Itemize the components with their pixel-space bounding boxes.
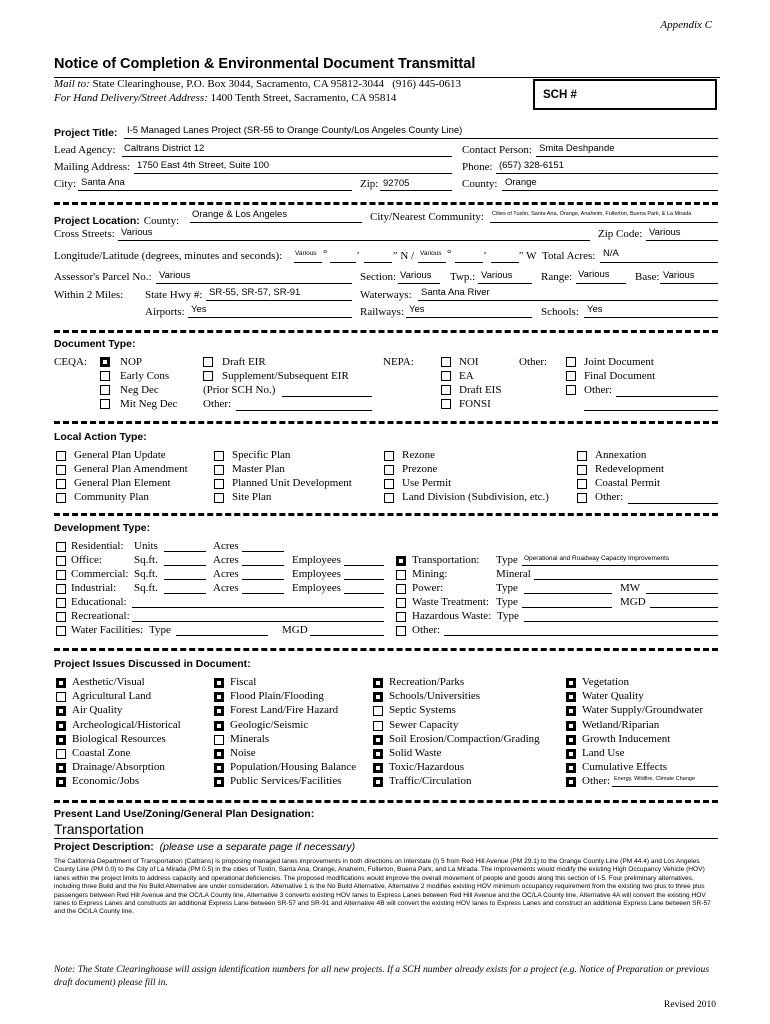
local-action-checkbox[interactable]: [384, 493, 394, 503]
parcel-label: Assessor's Parcel No.:: [54, 271, 152, 283]
issue-checkbox[interactable]: [214, 735, 224, 745]
degree-symbol: °: [323, 248, 328, 260]
issue-label: Noise: [230, 747, 256, 759]
total-acres-field[interactable]: N/A: [603, 248, 619, 259]
issue-checkbox[interactable]: [56, 692, 66, 702]
local-action-label: General Plan Element: [74, 477, 171, 489]
mining-label: Mining:: [412, 568, 448, 580]
phone-field[interactable]: (657) 328-6151: [499, 160, 564, 171]
issue-label: Growth Inducement: [582, 732, 671, 745]
water-facilities-label: Water Facilities:: [71, 624, 144, 636]
transportation-label: Transportation:: [412, 554, 480, 566]
divider: [54, 421, 718, 424]
project-description-field[interactable]: The California Department of Transportation (Caltrans) is proposing managed lanes improvements in both directions on Interstate (I) 5 from Red Hill Avenue (PM 29.1) to the Orange County Line (PM 44.4) and Los Angeles County Line (PM 0.0) to the City of La Mirada (PM 0.5) in the cities of Tustin, Santa Ana, Orange, Anaheim, Fullerton, Buena Park, and La Mirada. The improvements would modify the existing High Occupancy Vehicle (HOV) lanes within the project limits to address capacity and operational deficiencies. The proposed modifications would improve the overall movement of people and goods along this section of I-5. Four preliminary alternatives, including three Build and the No Build Alternative are under consideration. Alternative 1 is the No Build Alternative, Alternative 2 modifies existing HOV minimum occupancy requirement from the existing two plus to three plus passengers between Red Hill Avenue and the OC/LA County line, Alternative 3 converts existing HOV lanes to Express Lanes between Red Hill Avenue and the OC/LA County line, Alternative 4A will convert the existing HOV lanes to Express Lanes and constructs an additional Express Lane between SR-57 and SR-91 and Alternative 4B will convert the existing HOV lanes to Express Lanes and construct an additional Express Lane between SR-57 and the OC/LA County line.: [54, 858, 711, 916]
longitude-degrees-field[interactable]: Various: [295, 250, 317, 257]
office-label: Office:: [71, 554, 102, 566]
hazardous-waste-checkbox[interactable]: [396, 612, 406, 622]
appendix-label: Appendix C: [660, 19, 712, 31]
local-action-checkbox[interactable]: [56, 493, 66, 503]
cross-streets-label: Cross Streets:: [54, 228, 115, 240]
water-facilities-checkbox[interactable]: [56, 626, 66, 636]
divider: [54, 648, 718, 651]
mailing-address-field[interactable]: 1750 East 4th Street, Suite 100: [137, 160, 270, 171]
degree-symbol: °: [447, 248, 452, 260]
local-action-label: Site Plan: [232, 491, 272, 503]
hand-delivery-line: For Hand Delivery/Street Address: 1400 Tenth Street, Sacramento, CA 95814: [54, 92, 397, 104]
airports-label: Airports:: [145, 306, 185, 318]
county-field[interactable]: Orange: [505, 177, 537, 188]
local-action-label: General Plan Update: [74, 449, 166, 461]
divider: [54, 800, 718, 803]
local-action-label: Use Permit: [402, 477, 452, 489]
issue-checkbox[interactable]: [566, 706, 576, 716]
office-employees-label: Employees: [292, 554, 341, 566]
issue-checkbox[interactable]: [566, 692, 576, 702]
ceqa-label: CEQA:: [54, 356, 87, 368]
local-action-checkbox[interactable]: [384, 451, 394, 461]
sch-label: SCH #: [543, 89, 577, 101]
mit-neg-dec-label: Mit Neg Dec: [120, 398, 178, 410]
parcel-field[interactable]: Various: [159, 270, 191, 281]
issue-label: Soil Erosion/Compaction/Grading: [389, 732, 540, 745]
issue-checkbox[interactable]: [214, 749, 224, 759]
issue-label: Geologic/Seismic: [230, 718, 309, 731]
residential-checkbox[interactable]: [56, 542, 66, 552]
commercial-employees-label: Employees: [292, 568, 341, 580]
issue-checkbox[interactable]: [373, 749, 383, 759]
base-label: Base:: [635, 271, 660, 283]
power-type-label: Type: [496, 582, 518, 594]
ea-label: EA: [459, 370, 474, 382]
transportation-type-field[interactable]: Operational and Roadway Capacity Improvements: [524, 555, 670, 562]
issue-label: Public Services/Facilities: [230, 775, 342, 788]
issue-label: Biological Resources: [72, 732, 166, 745]
water-mgd-label: MGD: [282, 624, 308, 636]
supplement-eir-label: Supplement/Subsequent EIR: [222, 370, 349, 382]
nop-label: NOP: [120, 356, 143, 368]
township-field[interactable]: Various: [481, 270, 513, 281]
joint-document-label: Joint Document: [584, 356, 654, 368]
other-document-label: Other:: [584, 384, 613, 396]
state-hwy-field[interactable]: SR-55, SR-57, SR-91: [209, 287, 301, 298]
fonsi-label: FONSI: [459, 398, 491, 410]
dev-other-label: Other:: [412, 624, 441, 636]
waterways-field[interactable]: Santa Ana River: [421, 287, 490, 298]
industrial-sqft-label: Sq.ft.: [134, 582, 158, 594]
prior-sch-label: (Prior SCH No.): [203, 384, 276, 396]
issue-label: Aesthetic/Visual: [72, 676, 145, 688]
project-title-field[interactable]: I-5 Managed Lanes Project (SR-55 to Orange County/Los Angeles County Line): [127, 125, 463, 136]
issue-checkbox[interactable]: [56, 735, 66, 745]
schools-label: Schools:: [541, 306, 579, 318]
issue-checkbox[interactable]: [56, 749, 66, 759]
section-field[interactable]: Various: [400, 270, 432, 281]
issue-label: Fiscal: [230, 676, 257, 688]
present-land-use-rule: [54, 838, 718, 839]
local-action-checkbox[interactable]: [577, 493, 587, 503]
local-action-checkbox[interactable]: [384, 465, 394, 475]
zip-label: Zip:: [360, 178, 379, 190]
airports-field[interactable]: Yes: [191, 304, 207, 315]
local-action-label: Coastal Permit: [595, 477, 661, 489]
mining-checkbox[interactable]: [396, 570, 406, 580]
issue-label: Minerals: [230, 732, 270, 745]
issue-label: Wetland/Riparian: [582, 718, 660, 731]
office-checkbox[interactable]: [56, 556, 66, 566]
issue-label: Traffic/Circulation: [389, 775, 472, 788]
office-acres-label: Acres: [213, 554, 239, 566]
issue-checkbox[interactable]: [566, 777, 576, 787]
residential-acres-label: Acres: [213, 540, 239, 552]
project-location-row: Project Location: County:: [54, 215, 180, 227]
power-label: Power:: [412, 582, 444, 594]
mail-to-line: Mail to: State Clearinghouse, P.O. Box 3044, Sacramento, CA 95812-3044 (916) 445-0613: [54, 78, 461, 90]
issue-checkbox[interactable]: [566, 763, 576, 773]
transportation-checkbox[interactable]: [396, 556, 406, 566]
section-label: Section:: [360, 271, 397, 283]
educational-label: Educational:: [71, 596, 127, 608]
contact-person-label: Contact Person:: [462, 144, 532, 156]
issue-checkbox[interactable]: [214, 678, 224, 688]
industrial-checkbox[interactable]: [56, 584, 66, 594]
educational-checkbox[interactable]: [56, 598, 66, 608]
issue-label: Toxic/Hazardous: [389, 761, 464, 774]
issue-label: Air Quality: [72, 704, 123, 717]
local-action-label: Master Plan: [232, 463, 285, 475]
issue-checkbox[interactable]: [214, 706, 224, 716]
phone-label: Phone:: [462, 161, 493, 173]
draft-eir-checkbox[interactable]: [203, 357, 213, 367]
local-action-checkbox[interactable]: [214, 493, 224, 503]
industrial-label: Industrial:: [71, 582, 117, 594]
lonlat-label: Longitude/Latitude (degrees, minutes and seconds):: [54, 250, 283, 262]
project-title-label: Project Title:: [54, 127, 118, 139]
development-type-heading: Development Type:: [54, 522, 151, 534]
issue-label: Agricultural Land: [72, 690, 152, 703]
ea-checkbox[interactable]: [441, 371, 451, 381]
present-land-use-field[interactable]: Transportation: [54, 821, 144, 837]
issue-label: Vegetation: [582, 676, 630, 688]
final-document-label: Final Document: [584, 370, 656, 382]
mit-neg-dec-checkbox[interactable]: [100, 399, 110, 409]
issues-other-field[interactable]: Energy, Wildfire, Climate Change: [614, 776, 695, 782]
issue-label: Land Use: [582, 747, 625, 759]
nepa-label: NEPA:: [383, 356, 414, 368]
base-field[interactable]: Various: [663, 270, 695, 281]
local-action-label: Rezone: [402, 449, 435, 461]
document-type-heading: Document Type:: [54, 338, 136, 350]
local-action-label: Other:: [595, 491, 624, 503]
issue-label: Septic Systems: [389, 704, 456, 717]
city-label: City:: [54, 178, 77, 190]
residential-label: Residential:: [71, 540, 124, 552]
zip-code-label: Zip Code:: [598, 228, 643, 240]
minute-symbol: ′: [357, 250, 360, 262]
issue-label: Archeological/Historical: [72, 718, 181, 731]
range-field[interactable]: Various: [578, 269, 610, 280]
seconds-north: ″ N /: [393, 250, 415, 262]
local-action-other-line: [628, 503, 718, 504]
issue-label: Water Quality: [582, 690, 644, 703]
local-action-label: General Plan Amendment: [74, 463, 188, 475]
power-mw-label: MW: [620, 582, 641, 594]
seconds-west: ″ W: [519, 250, 537, 262]
issue-label: Other:: [582, 775, 611, 788]
nearest-community-label: City/Nearest Community:: [370, 211, 484, 223]
lead-agency-label: Lead Agency:: [54, 144, 116, 156]
city-field[interactable]: Santa Ana: [81, 177, 125, 188]
local-action-heading: Local Action Type:: [54, 431, 147, 443]
location-county-field[interactable]: Orange & Los Angeles: [192, 209, 288, 220]
issue-checkbox[interactable]: [373, 678, 383, 688]
neg-dec-checkbox[interactable]: [100, 385, 110, 395]
divider: [54, 513, 718, 516]
other-doc-label: Other:: [519, 356, 548, 368]
issue-checkbox[interactable]: [373, 763, 383, 773]
local-action-label: Redevelopment: [595, 463, 665, 475]
issue-checkbox[interactable]: [56, 706, 66, 716]
waterways-label: Waterways:: [360, 289, 412, 301]
mineral-label: Mineral: [496, 568, 531, 580]
within-2-miles-label: Within 2 Miles:: [54, 289, 124, 301]
issue-label: Water Supply/Groundwater: [582, 704, 703, 717]
township-label: Twp.:: [450, 271, 476, 283]
noi-label: NOI: [459, 356, 479, 368]
zip-field[interactable]: 92705: [383, 178, 410, 189]
issue-label: Flood Plain/Flooding: [230, 690, 324, 703]
supplement-eir-checkbox[interactable]: [203, 371, 213, 381]
local-action-label: Land Division (Subdivision, etc.): [402, 491, 549, 503]
hazardous-type-label: Type: [497, 610, 519, 622]
early-cons-checkbox[interactable]: [100, 371, 110, 381]
lead-agency-field[interactable]: Caltrans District 12: [124, 143, 205, 154]
clearinghouse-note: Note: The State Clearinghouse will assign identification numbers for all new projects. If a SCH number already exists for a project (e.g. Notice of Preparation or previous draft document) please fill in.: [54, 964, 710, 988]
county-label: County:: [462, 178, 498, 190]
industrial-acres-label: Acres: [213, 582, 239, 594]
local-action-checkbox[interactable]: [577, 465, 587, 475]
issue-label: Drainage/Absorption: [72, 761, 165, 774]
issue-label: Schools/Universities: [389, 690, 481, 703]
issue-label: Solid Waste: [389, 747, 442, 759]
issue-checkbox[interactable]: [566, 749, 576, 759]
draft-eis-label: Draft EIS: [459, 384, 502, 396]
issue-label: Coastal Zone: [72, 747, 131, 759]
commercial-checkbox[interactable]: [56, 570, 66, 580]
local-action-checkbox[interactable]: [214, 465, 224, 475]
other-document-checkbox[interactable]: [566, 385, 576, 395]
issue-checkbox[interactable]: [373, 777, 383, 787]
revised-date: Revised 2010: [664, 1000, 716, 1010]
local-action-label: Annexation: [595, 449, 647, 461]
waste-mgd-label: MGD: [620, 596, 646, 608]
minute-symbol: ′: [484, 250, 487, 262]
issue-checkbox[interactable]: [56, 763, 66, 773]
railways-field[interactable]: Yes: [409, 304, 425, 315]
joint-document-checkbox[interactable]: [566, 357, 576, 367]
issue-checkbox[interactable]: [214, 692, 224, 702]
early-cons-label: Early Cons: [120, 370, 170, 382]
dev-other-checkbox[interactable]: [396, 626, 406, 636]
neg-dec-label: Neg Dec: [120, 384, 159, 396]
local-action-label: Community Plan: [74, 491, 149, 503]
railways-label: Railways:: [360, 306, 404, 318]
issue-label: Sewer Capacity: [389, 718, 459, 731]
total-acres-label: Total Acres:: [542, 250, 596, 262]
ceqa-other-label: Other:: [203, 398, 232, 410]
latitude-degrees-field[interactable]: Various: [420, 250, 442, 257]
local-action-checkbox[interactable]: [577, 451, 587, 461]
issue-checkbox[interactable]: [373, 692, 383, 702]
divider: [54, 330, 718, 333]
form-title: Notice of Completion & Environmental Document Transmittal: [54, 56, 476, 72]
range-label: Range:: [541, 271, 573, 283]
zip-code-field[interactable]: Various: [649, 227, 681, 238]
commercial-label: Commercial:: [71, 568, 129, 580]
issue-checkbox[interactable]: [373, 721, 383, 731]
waste-type-label: Type: [496, 596, 518, 608]
power-checkbox[interactable]: [396, 584, 406, 594]
issue-label: Recreation/Parks: [389, 676, 465, 688]
issue-label: Population/Housing Balance: [230, 761, 357, 774]
local-action-checkbox[interactable]: [56, 479, 66, 489]
local-action-checkbox[interactable]: [577, 479, 587, 489]
issue-checkbox[interactable]: [566, 721, 576, 731]
divider: [54, 202, 718, 205]
local-action-checkbox[interactable]: [214, 451, 224, 461]
industrial-employees-label: Employees: [292, 582, 341, 594]
contact-person-field[interactable]: Smita Deshpande: [539, 143, 615, 154]
issue-checkbox[interactable]: [214, 777, 224, 787]
local-action-checkbox[interactable]: [384, 479, 394, 489]
recreational-label: Recreational:: [71, 610, 130, 622]
commercial-acres-label: Acres: [213, 568, 239, 580]
state-hwy-label: State Hwy #:: [145, 289, 203, 301]
issue-checkbox[interactable]: [566, 678, 576, 688]
project-description-heading: Project Description: (please use a separate page if necessary): [54, 841, 356, 853]
draft-eir-label: Draft EIR: [222, 356, 266, 368]
project-issues-heading: Project Issues Discussed in Document:: [54, 658, 251, 670]
sch-number-box[interactable]: [533, 79, 717, 110]
local-action-checkbox[interactable]: [214, 479, 224, 489]
present-land-use-label: Present Land Use/Zoning/General Plan Designation:: [54, 808, 315, 820]
issue-checkbox[interactable]: [566, 735, 576, 745]
hazardous-waste-label: Hazardous Waste:: [412, 610, 492, 622]
final-document-checkbox[interactable]: [566, 371, 576, 381]
local-action-checkbox[interactable]: [56, 451, 66, 461]
cross-streets-field[interactable]: Various: [121, 227, 153, 238]
issue-checkbox[interactable]: [214, 763, 224, 773]
issue-checkbox[interactable]: [214, 721, 224, 731]
waste-treatment-checkbox[interactable]: [396, 598, 406, 608]
commercial-sqft-label: Sq.ft.: [134, 568, 158, 580]
issue-checkbox[interactable]: [56, 777, 66, 787]
issue-label: Economic/Jobs: [72, 775, 140, 788]
transportation-type-label: Type: [496, 554, 518, 566]
nearest-community-field[interactable]: Cities of Tustin, Santa Ana, Orange, Anaheim, Fullerton, Buena Park, & La Mirada: [492, 211, 692, 217]
noi-checkbox[interactable]: [441, 357, 451, 367]
issue-checkbox[interactable]: [56, 721, 66, 731]
issue-label: Cumulative Effects: [582, 761, 668, 774]
units-label: Units: [134, 540, 158, 552]
waste-treatment-label: Waste Treatment:: [412, 596, 490, 608]
mailing-address-label: Mailing Address:: [54, 161, 131, 173]
issue-label: Forest Land/Fire Hazard: [230, 704, 339, 717]
issue-checkbox[interactable]: [373, 706, 383, 716]
draft-eis-checkbox[interactable]: [441, 385, 451, 395]
schools-field[interactable]: Yes: [587, 304, 603, 315]
water-type-label: Type: [149, 624, 171, 636]
issue-checkbox[interactable]: [373, 735, 383, 745]
nop-checkbox[interactable]: [100, 357, 110, 367]
local-action-label: Planned Unit Development: [232, 477, 352, 489]
office-sqft-label: Sq.ft.: [134, 554, 158, 566]
issue-checkbox[interactable]: [56, 678, 66, 688]
recreational-checkbox[interactable]: [56, 612, 66, 622]
local-action-label: Prezone: [402, 463, 438, 475]
local-action-checkbox[interactable]: [56, 465, 66, 475]
fonsi-checkbox[interactable]: [441, 399, 451, 409]
local-action-label: Specific Plan: [232, 449, 291, 461]
